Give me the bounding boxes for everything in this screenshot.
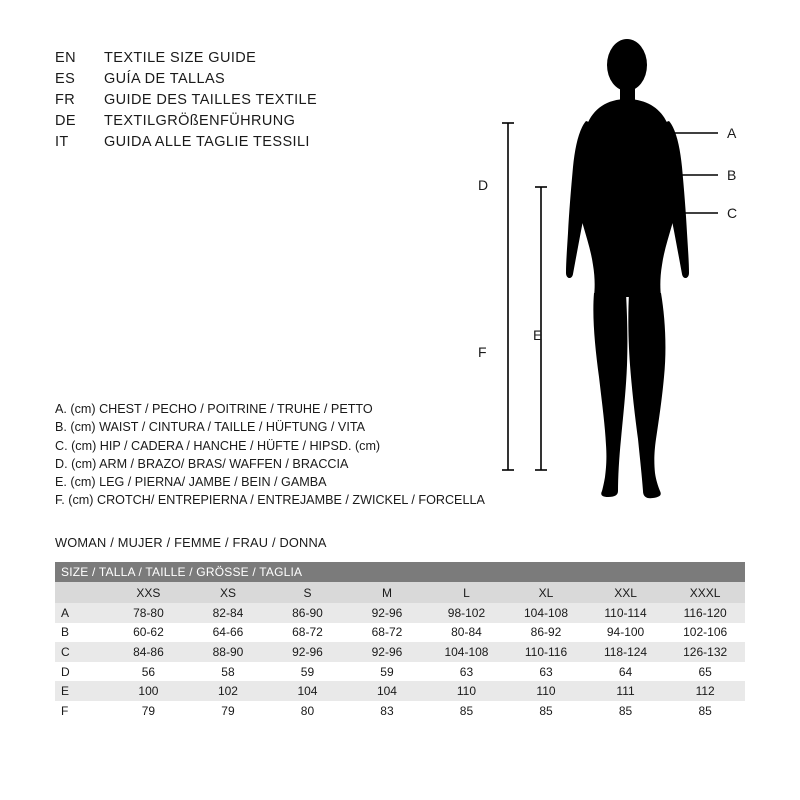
language-row bbox=[55, 134, 475, 155]
table-cell: 80-84 bbox=[427, 623, 507, 643]
row-label: E bbox=[55, 681, 109, 701]
table-cell: 86-90 bbox=[268, 603, 348, 623]
table-cell: 98-102 bbox=[427, 603, 507, 623]
table-cell: 79 bbox=[109, 701, 189, 721]
table-cell: 92-96 bbox=[347, 642, 427, 662]
language-code: IT bbox=[55, 134, 69, 150]
legend-line: B. (cm) WAIST / CINTURA / TAILLE / HÜFTUNG / VITA bbox=[55, 420, 365, 435]
table-cell: 85 bbox=[506, 701, 586, 721]
table-row bbox=[55, 603, 745, 623]
table-row bbox=[55, 681, 745, 701]
table-row bbox=[55, 701, 745, 721]
legend-line: D. (cm) ARM / BRAZO/ BRAS/ WAFFEN / BRACCIA bbox=[55, 456, 349, 471]
table-cell: 104-108 bbox=[427, 642, 507, 662]
row-label: D bbox=[55, 662, 109, 682]
table-cell: 110 bbox=[506, 681, 586, 701]
label-b: B bbox=[727, 167, 737, 183]
table-cell: 63 bbox=[427, 662, 507, 682]
table-cell: 104-108 bbox=[506, 603, 586, 623]
table-cell: 63 bbox=[506, 662, 586, 682]
table-cell: 86-92 bbox=[506, 623, 586, 643]
table-cell: 110-116 bbox=[506, 642, 586, 662]
table-cell: 126-132 bbox=[665, 642, 745, 662]
table-cell: 110-114 bbox=[586, 603, 666, 623]
table-cell: 88-90 bbox=[188, 642, 268, 662]
guide-title: GUIDA ALLE TAGLIE TESSILI bbox=[104, 134, 310, 150]
table-cell: 82-84 bbox=[188, 603, 268, 623]
table-cell: 102-106 bbox=[665, 623, 745, 643]
table-cell: 79 bbox=[188, 701, 268, 721]
table-cell: 83 bbox=[347, 701, 427, 721]
table-cell: 56 bbox=[109, 662, 189, 682]
row-label: B bbox=[55, 623, 109, 643]
table-row bbox=[55, 662, 745, 682]
table-cell: 64 bbox=[586, 662, 666, 682]
table-cell: 92-96 bbox=[268, 642, 348, 662]
table-cell: 111 bbox=[586, 681, 666, 701]
guide-title: TEXTILE SIZE GUIDE bbox=[104, 50, 257, 66]
row-label: C bbox=[55, 642, 109, 662]
table-header-cell: XXL bbox=[586, 582, 666, 603]
table-header-cell: XXS bbox=[109, 582, 189, 603]
table-cell: 116-120 bbox=[665, 603, 745, 623]
table-cell: 104 bbox=[347, 681, 427, 701]
label-a: A bbox=[727, 125, 737, 141]
table-header-cell: XS bbox=[188, 582, 268, 603]
table-header-cell bbox=[55, 582, 109, 603]
label-d: D bbox=[478, 177, 489, 193]
table-cell: 110 bbox=[427, 681, 507, 701]
table-cell: 94-100 bbox=[586, 623, 666, 643]
table-cell: 60-62 bbox=[109, 623, 189, 643]
table-cell: 80 bbox=[268, 701, 348, 721]
table-row bbox=[55, 642, 745, 662]
table-header-cell: S bbox=[268, 582, 348, 603]
legend-line: A. (cm) CHEST / PECHO / POITRINE / TRUHE / PETTO bbox=[55, 402, 373, 416]
language-row bbox=[55, 92, 475, 113]
table-header-cell: M bbox=[347, 582, 427, 603]
table-header-cell: L bbox=[427, 582, 507, 603]
gender-label: WOMAN / MUJER / FEMME / FRAU / DONNA bbox=[55, 535, 327, 550]
table-cell: 65 bbox=[665, 662, 745, 682]
table-cell: 58 bbox=[188, 662, 268, 682]
language-code: DE bbox=[55, 113, 76, 129]
language-code: EN bbox=[55, 50, 76, 66]
size-table bbox=[55, 562, 745, 721]
table-cell: 84-86 bbox=[109, 642, 189, 662]
table-cell: 85 bbox=[586, 701, 666, 721]
table-header-cell: XXXL bbox=[665, 582, 745, 603]
legend-line: C. (cm) HIP / CADERA / HANCHE / HÜFTE / HIPSD. (cm) bbox=[55, 438, 381, 453]
label-f: F bbox=[478, 344, 487, 360]
guide-title: GUIDE DES TAILLES TEXTILE bbox=[104, 92, 318, 108]
row-label: A bbox=[55, 603, 109, 623]
table-cell: 64-66 bbox=[188, 623, 268, 643]
legend-block bbox=[55, 400, 535, 510]
label-e: E bbox=[533, 327, 543, 343]
female-silhouette-icon bbox=[566, 39, 689, 498]
legend-line: F. (cm) CROTCH/ ENTREPIERNA / ENTREJAMBE / ZWICKEL / FORCELLA bbox=[55, 493, 485, 508]
table-cell: 85 bbox=[665, 701, 745, 721]
table-header-cell: XL bbox=[506, 582, 586, 603]
language-code: FR bbox=[55, 92, 76, 108]
table-cell: 59 bbox=[347, 662, 427, 682]
table-cell: 102 bbox=[188, 681, 268, 701]
table-band-title: SIZE / TALLA / TAILLE / GRÖSSE / TAGLIA bbox=[55, 562, 745, 582]
table-band-title-row bbox=[55, 562, 745, 582]
table-cell: 78-80 bbox=[109, 603, 189, 623]
legend-line: E. (cm) LEG / PIERNA/ JAMBE / BEIN / GAMBA bbox=[55, 475, 327, 490]
language-title-block bbox=[55, 50, 475, 155]
language-row bbox=[55, 50, 475, 71]
table-row bbox=[55, 623, 745, 643]
table-cell: 92-96 bbox=[347, 603, 427, 623]
table-cell: 118-124 bbox=[586, 642, 666, 662]
table-header-row bbox=[55, 582, 745, 603]
table-cell: 68-72 bbox=[268, 623, 348, 643]
table-cell: 85 bbox=[427, 701, 507, 721]
table-cell: 100 bbox=[109, 681, 189, 701]
guide-title: TEXTILGRÖßENFÜHRUNG bbox=[104, 113, 296, 129]
language-code: ES bbox=[55, 71, 76, 87]
language-row bbox=[55, 71, 475, 92]
language-row bbox=[55, 113, 475, 134]
guide-title: GUÍA DE TALLAS bbox=[104, 71, 226, 87]
table-cell: 112 bbox=[665, 681, 745, 701]
label-c: C bbox=[727, 205, 738, 221]
table-cell: 68-72 bbox=[347, 623, 427, 643]
table-cell: 104 bbox=[268, 681, 348, 701]
table-cell: 59 bbox=[268, 662, 348, 682]
row-label: F bbox=[55, 701, 109, 721]
